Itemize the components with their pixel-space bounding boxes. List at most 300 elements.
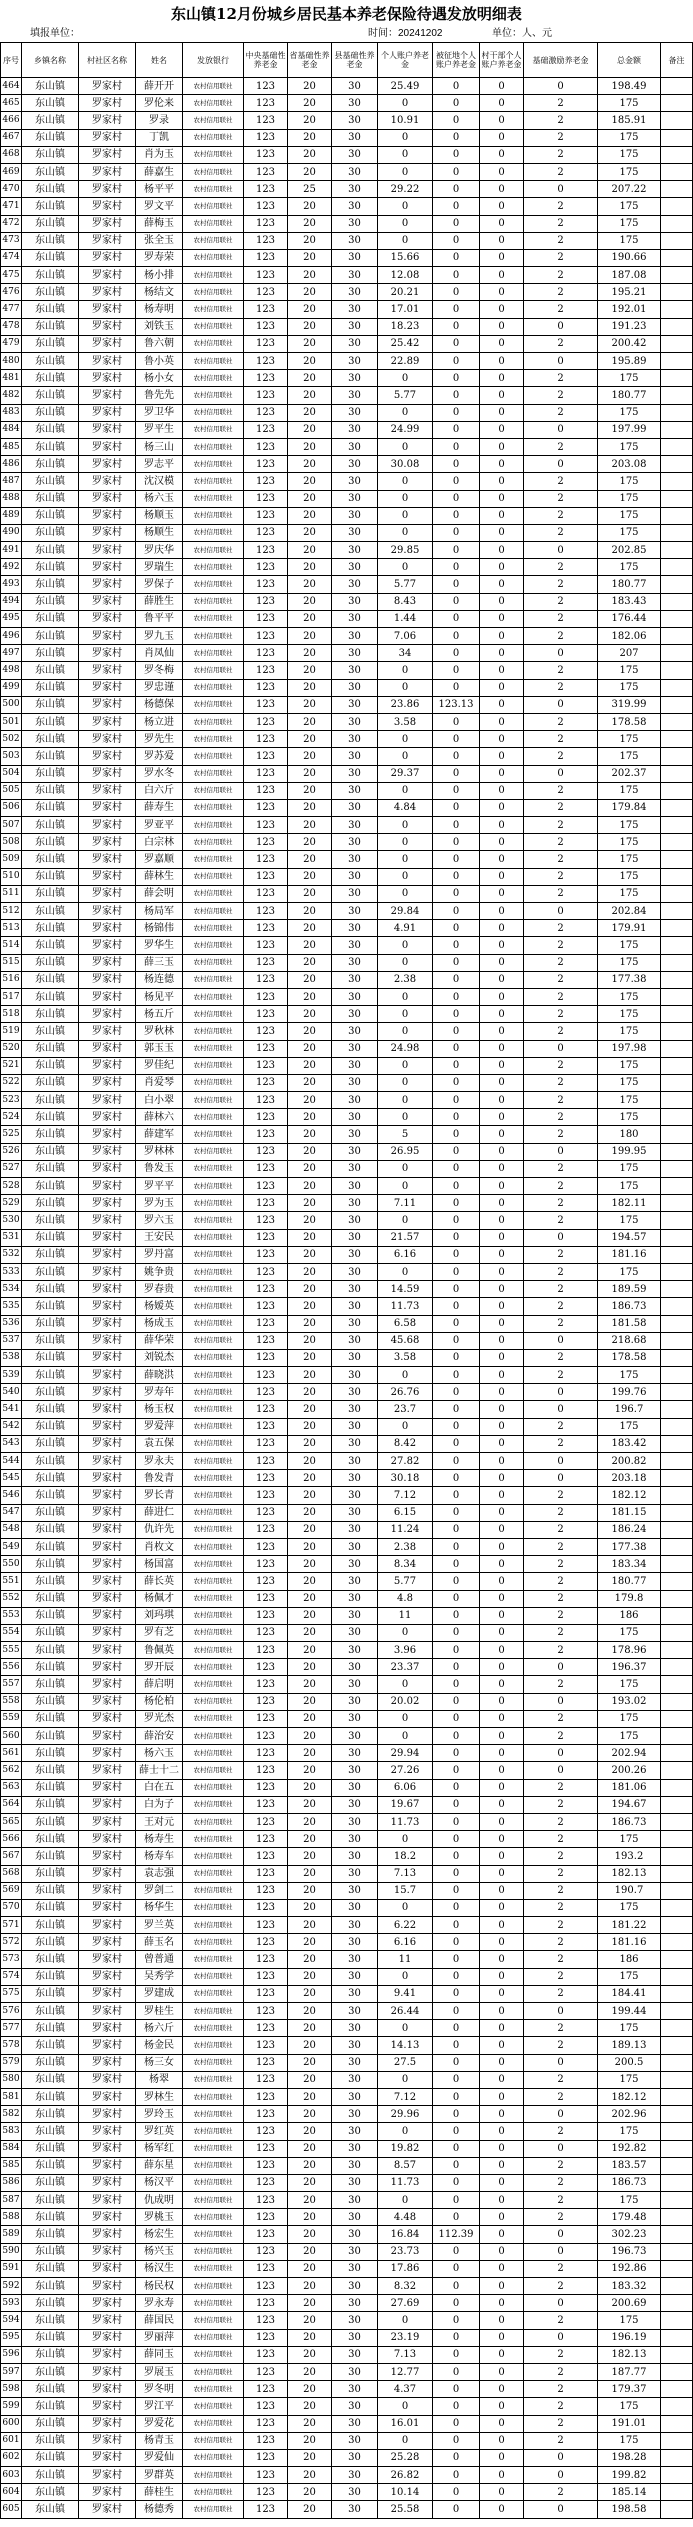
cell-name: 杨寿车 <box>136 1848 183 1865</box>
cell-village: 罗家村 <box>79 1075 136 1092</box>
cell-village: 罗家村 <box>79 147 136 164</box>
cell-central: 123 <box>244 1556 288 1573</box>
cell-seq: 529 <box>0 1195 22 1212</box>
cell-total: 196.19 <box>598 2330 661 2347</box>
cell-remark <box>661 903 693 920</box>
cell-seq: 480 <box>0 353 22 370</box>
cell-county: 30 <box>332 1969 378 1986</box>
table-row <box>0 1212 693 1229</box>
cell-incentive: 0 <box>524 2106 598 2123</box>
cell-personal: 0 <box>378 1728 433 1745</box>
cell-land: 0 <box>433 1058 480 1075</box>
cell-bank: 农村信用联社 <box>183 800 244 817</box>
cell-bank: 农村信用联社 <box>183 714 244 731</box>
table-row <box>0 2106 693 2123</box>
cell-bank: 农村信用联社 <box>183 1161 244 1178</box>
cell-cadre: 0 <box>480 1728 524 1745</box>
cell-province: 20 <box>288 2209 332 2226</box>
cell-seq: 523 <box>0 1092 22 1109</box>
cell-town: 东山镇 <box>22 1934 79 1951</box>
cell-remark <box>661 2295 693 2312</box>
cell-total: 181.58 <box>598 1316 661 1333</box>
table-row <box>0 2003 693 2020</box>
cell-remark <box>661 576 693 593</box>
cell-remark <box>661 2055 693 2072</box>
cell-county: 30 <box>332 1212 378 1229</box>
cell-remark <box>661 2484 693 2501</box>
cell-town: 东山镇 <box>22 542 79 559</box>
cell-cadre: 0 <box>480 1092 524 1109</box>
cell-central: 123 <box>244 473 288 490</box>
cell-bank: 农村信用联社 <box>183 1556 244 1573</box>
cell-central: 123 <box>244 645 288 662</box>
cell-remark <box>661 662 693 679</box>
cell-central: 123 <box>244 1161 288 1178</box>
cell-personal: 30.08 <box>378 456 433 473</box>
cell-personal: 18.2 <box>378 1848 433 1865</box>
cell-remark <box>661 886 693 903</box>
cell-incentive: 2 <box>524 886 598 903</box>
cell-province: 25 <box>288 181 332 198</box>
cell-total: 186.24 <box>598 1522 661 1539</box>
cell-county: 30 <box>332 525 378 542</box>
cell-personal: 11 <box>378 1951 433 1968</box>
cell-bank: 农村信用联社 <box>183 78 244 95</box>
cell-province: 20 <box>288 1333 332 1350</box>
cell-town: 东山镇 <box>22 1436 79 1453</box>
cell-county: 30 <box>332 1470 378 1487</box>
cell-personal: 23.37 <box>378 1659 433 1676</box>
cell-land: 0 <box>433 1350 480 1367</box>
table-row <box>0 1195 693 1212</box>
cell-remark <box>661 1556 693 1573</box>
cell-incentive: 2 <box>524 1367 598 1384</box>
cell-total: 207.22 <box>598 181 661 198</box>
cell-village: 罗家村 <box>79 1625 136 1642</box>
cell-town: 东山镇 <box>22 937 79 954</box>
cell-name: 罗平生 <box>136 422 183 439</box>
cell-remark <box>661 783 693 800</box>
cell-total: 186 <box>598 1951 661 1968</box>
cell-bank: 农村信用联社 <box>183 989 244 1006</box>
cell-central: 123 <box>244 955 288 972</box>
cell-province: 20 <box>288 662 332 679</box>
cell-town: 东山镇 <box>22 886 79 903</box>
cell-cadre: 0 <box>480 1573 524 1590</box>
cell-bank: 农村信用联社 <box>183 2330 244 2347</box>
cell-bank: 农村信用联社 <box>183 2295 244 2312</box>
cell-seq: 470 <box>0 181 22 198</box>
cell-seq: 577 <box>0 2020 22 2037</box>
cell-cadre: 0 <box>480 1556 524 1573</box>
cell-town: 东山镇 <box>22 748 79 765</box>
cell-cadre: 0 <box>480 1453 524 1470</box>
cell-personal: 0 <box>378 2192 433 2209</box>
cell-name: 罗爱仙 <box>136 2450 183 2467</box>
cell-village: 罗家村 <box>79 1006 136 1023</box>
cell-seq: 532 <box>0 1247 22 1264</box>
cell-remark <box>661 387 693 404</box>
cell-county: 30 <box>332 439 378 456</box>
cell-cadre: 0 <box>480 920 524 937</box>
cell-remark <box>661 2501 693 2518</box>
cell-bank: 农村信用联社 <box>183 1109 244 1126</box>
cell-total: 181.16 <box>598 1247 661 1264</box>
cell-bank: 农村信用联社 <box>183 1573 244 1590</box>
cell-cadre: 0 <box>480 164 524 181</box>
cell-remark <box>661 525 693 542</box>
cell-incentive: 0 <box>524 1230 598 1247</box>
cell-personal: 0 <box>378 748 433 765</box>
cell-remark <box>661 748 693 765</box>
cell-town: 东山镇 <box>22 233 79 250</box>
cell-county: 30 <box>332 920 378 937</box>
cell-town: 东山镇 <box>22 1144 79 1161</box>
cell-land: 0 <box>433 972 480 989</box>
cell-personal: 0 <box>378 370 433 387</box>
cell-total: 199.44 <box>598 2003 661 2020</box>
cell-name: 肖凤仙 <box>136 645 183 662</box>
cell-bank: 农村信用联社 <box>183 1505 244 1522</box>
cell-cadre: 0 <box>480 216 524 233</box>
cell-county: 30 <box>332 989 378 1006</box>
cell-incentive: 2 <box>524 2278 598 2295</box>
cell-central: 123 <box>244 1281 288 1298</box>
cell-total: 175 <box>598 1092 661 1109</box>
cell-name: 杨六斤 <box>136 2020 183 2037</box>
cell-bank: 农村信用联社 <box>183 508 244 525</box>
cell-cadre: 0 <box>480 2055 524 2072</box>
cell-central: 123 <box>244 284 288 301</box>
cell-village: 罗家村 <box>79 955 136 972</box>
cell-central: 123 <box>244 559 288 576</box>
cell-bank: 农村信用联社 <box>183 1866 244 1883</box>
cell-bank: 农村信用联社 <box>183 370 244 387</box>
cell-village: 罗家村 <box>79 851 136 868</box>
cell-cadre: 0 <box>480 1316 524 1333</box>
table-row <box>0 903 693 920</box>
cell-county: 30 <box>332 491 378 508</box>
cell-remark <box>661 1487 693 1504</box>
cell-total: 197.98 <box>598 1041 661 1058</box>
cell-total: 175 <box>598 1212 661 1229</box>
cell-land: 0 <box>433 473 480 490</box>
cell-remark <box>661 164 693 181</box>
cell-county: 30 <box>332 1676 378 1693</box>
cell-personal: 0 <box>378 1419 433 1436</box>
cell-remark <box>661 800 693 817</box>
cell-personal: 12.77 <box>378 2364 433 2381</box>
cell-town: 东山镇 <box>22 1367 79 1384</box>
cell-incentive: 0 <box>524 1333 598 1350</box>
cell-province: 20 <box>288 800 332 817</box>
cell-province: 20 <box>288 2261 332 2278</box>
cell-county: 30 <box>332 955 378 972</box>
cell-cadre: 0 <box>480 284 524 301</box>
cell-central: 123 <box>244 1006 288 1023</box>
cell-town: 东山镇 <box>22 851 79 868</box>
cell-cadre: 0 <box>480 628 524 645</box>
cell-central: 123 <box>244 198 288 215</box>
cell-personal: 29.22 <box>378 181 433 198</box>
table-row <box>0 2244 693 2261</box>
cell-personal: 0 <box>378 1711 433 1728</box>
cell-village: 罗家村 <box>79 972 136 989</box>
cell-town: 东山镇 <box>22 1848 79 1865</box>
cell-remark <box>661 2398 693 2415</box>
cell-land: 0 <box>433 1694 480 1711</box>
cell-village: 罗家村 <box>79 628 136 645</box>
cell-personal: 0 <box>378 198 433 215</box>
cell-seq: 533 <box>0 1264 22 1281</box>
cell-incentive: 2 <box>524 2347 598 2364</box>
cell-town: 东山镇 <box>22 1780 79 1797</box>
cell-province: 20 <box>288 1539 332 1556</box>
cell-incentive: 2 <box>524 1436 598 1453</box>
cell-personal: 24.99 <box>378 422 433 439</box>
cell-bank: 农村信用联社 <box>183 628 244 645</box>
cell-town: 东山镇 <box>22 1487 79 1504</box>
cell-town: 东山镇 <box>22 2501 79 2518</box>
cell-total: 175 <box>598 164 661 181</box>
cell-town: 东山镇 <box>22 817 79 834</box>
cell-remark <box>661 1711 693 1728</box>
cell-name: 罗庆华 <box>136 542 183 559</box>
cell-county: 30 <box>332 972 378 989</box>
cell-bank: 农村信用联社 <box>183 1041 244 1058</box>
cell-county: 30 <box>332 1333 378 1350</box>
cell-total: 218.68 <box>598 1333 661 1350</box>
cell-personal: 7.12 <box>378 1487 433 1504</box>
cell-county: 30 <box>332 594 378 611</box>
cell-town: 东山镇 <box>22 1195 79 1212</box>
cell-remark <box>661 1333 693 1350</box>
cell-county: 30 <box>332 2347 378 2364</box>
cell-incentive: 2 <box>524 628 598 645</box>
cell-remark <box>661 1367 693 1384</box>
cell-cadre: 0 <box>480 473 524 490</box>
cell-remark <box>661 508 693 525</box>
cell-bank: 农村信用联社 <box>183 112 244 129</box>
cell-total: 178.58 <box>598 1350 661 1367</box>
cell-name: 杨寿生 <box>136 1831 183 1848</box>
cell-total: 187.77 <box>598 2364 661 2381</box>
cell-total: 180.77 <box>598 1573 661 1590</box>
cell-personal: 3.58 <box>378 714 433 731</box>
cell-seq: 582 <box>0 2106 22 2123</box>
cell-village: 罗家村 <box>79 2055 136 2072</box>
cell-incentive: 2 <box>524 250 598 267</box>
cell-personal: 0 <box>378 2312 433 2329</box>
cell-personal: 8.34 <box>378 1556 433 1573</box>
cell-cadre: 0 <box>480 456 524 473</box>
cell-land: 0 <box>433 714 480 731</box>
cell-county: 30 <box>332 112 378 129</box>
cell-cadre: 0 <box>480 783 524 800</box>
cell-province: 20 <box>288 1814 332 1831</box>
cell-cadre: 0 <box>480 2467 524 2484</box>
cell-bank: 农村信用联社 <box>183 611 244 628</box>
cell-land: 0 <box>433 2037 480 2054</box>
cell-incentive: 0 <box>524 2330 598 2347</box>
cell-village: 罗家村 <box>79 336 136 353</box>
cell-seq: 583 <box>0 2123 22 2140</box>
cell-bank: 农村信用联社 <box>183 439 244 456</box>
cell-bank: 农村信用联社 <box>183 216 244 233</box>
cell-cadre: 0 <box>480 370 524 387</box>
table-row <box>0 1264 693 1281</box>
cell-name: 鲁平平 <box>136 611 183 628</box>
cell-seq: 531 <box>0 1230 22 1247</box>
cell-county: 30 <box>332 1264 378 1281</box>
cell-land: 0 <box>433 989 480 1006</box>
cell-name: 罗九玉 <box>136 628 183 645</box>
cell-province: 20 <box>288 2381 332 2398</box>
cell-personal: 0 <box>378 525 433 542</box>
cell-seq: 541 <box>0 1401 22 1418</box>
cell-central: 123 <box>244 1178 288 1195</box>
table-row <box>0 284 693 301</box>
cell-bank: 农村信用联社 <box>183 473 244 490</box>
cell-village: 罗家村 <box>79 1831 136 1848</box>
table-row <box>0 817 693 834</box>
cell-name: 杨德秀 <box>136 2501 183 2518</box>
cell-central: 123 <box>244 353 288 370</box>
cell-province: 20 <box>288 834 332 851</box>
cell-town: 东山镇 <box>22 2072 79 2089</box>
cell-total: 186.73 <box>598 1298 661 1315</box>
cell-county: 30 <box>332 2106 378 2123</box>
table-row <box>0 1883 693 1900</box>
cell-land: 0 <box>433 353 480 370</box>
cell-central: 123 <box>244 130 288 147</box>
cell-province: 20 <box>288 147 332 164</box>
table-row <box>0 731 693 748</box>
cell-personal: 17.01 <box>378 301 433 318</box>
cell-bank: 农村信用联社 <box>183 1848 244 1865</box>
table-row <box>0 1848 693 1865</box>
cell-seq: 526 <box>0 1144 22 1161</box>
cell-bank: 农村信用联社 <box>183 1126 244 1143</box>
cell-central: 123 <box>244 1642 288 1659</box>
cell-land: 0 <box>433 267 480 284</box>
cell-cadre: 0 <box>480 834 524 851</box>
cell-village: 罗家村 <box>79 731 136 748</box>
cell-cadre: 0 <box>480 1505 524 1522</box>
table-row <box>0 1780 693 1797</box>
cell-province: 20 <box>288 319 332 336</box>
cell-province: 20 <box>288 680 332 697</box>
cell-county: 30 <box>332 2020 378 2037</box>
cell-name: 罗为玉 <box>136 1195 183 1212</box>
cell-village: 罗家村 <box>79 491 136 508</box>
cell-seq: 475 <box>0 267 22 284</box>
cell-land: 0 <box>433 2312 480 2329</box>
cell-name: 罗桂生 <box>136 2003 183 2020</box>
table-row <box>0 336 693 353</box>
cell-central: 123 <box>244 2295 288 2312</box>
cell-remark <box>661 2175 693 2192</box>
cell-cadre: 0 <box>480 301 524 318</box>
cell-name: 杨民权 <box>136 2278 183 2295</box>
cell-remark <box>661 1109 693 1126</box>
cell-incentive: 2 <box>524 972 598 989</box>
cell-county: 30 <box>332 387 378 404</box>
cell-name: 杨五斤 <box>136 1006 183 1023</box>
cell-total: 183.42 <box>598 1436 661 1453</box>
cell-province: 20 <box>288 353 332 370</box>
cell-village: 罗家村 <box>79 2089 136 2106</box>
cell-central: 123 <box>244 972 288 989</box>
cell-central: 123 <box>244 1075 288 1092</box>
cell-county: 30 <box>332 1591 378 1608</box>
cell-incentive: 2 <box>524 955 598 972</box>
cell-total: 194.67 <box>598 1797 661 1814</box>
cell-town: 东山镇 <box>22 645 79 662</box>
cell-remark <box>661 2450 693 2467</box>
cell-name: 杨宏生 <box>136 2226 183 2243</box>
cell-province: 20 <box>288 1659 332 1676</box>
table-row <box>0 1419 693 1436</box>
cell-town: 东山镇 <box>22 1591 79 1608</box>
table-row <box>0 1505 693 1522</box>
cell-land: 0 <box>433 1316 480 1333</box>
cell-land: 0 <box>433 2158 480 2175</box>
cell-province: 20 <box>288 1470 332 1487</box>
cell-town: 东山镇 <box>22 2347 79 2364</box>
cell-total: 179.91 <box>598 920 661 937</box>
cell-total: 184.41 <box>598 1986 661 2003</box>
cell-seq: 471 <box>0 198 22 215</box>
cell-cadre: 0 <box>480 1711 524 1728</box>
cell-name: 薛林生 <box>136 869 183 886</box>
cell-remark <box>661 2209 693 2226</box>
cell-total: 191.01 <box>598 2416 661 2433</box>
cell-town: 东山镇 <box>22 972 79 989</box>
cell-province: 20 <box>288 336 332 353</box>
cell-central: 123 <box>244 1023 288 1040</box>
cell-total: 175 <box>598 95 661 112</box>
cell-incentive: 0 <box>524 766 598 783</box>
cell-land: 0 <box>433 680 480 697</box>
cell-incentive: 2 <box>524 1350 598 1367</box>
cell-total: 175 <box>598 869 661 886</box>
cell-county: 30 <box>332 783 378 800</box>
cell-cadre: 0 <box>480 267 524 284</box>
cell-central: 123 <box>244 1522 288 1539</box>
cell-seq: 474 <box>0 250 22 267</box>
cell-cadre: 0 <box>480 2484 524 2501</box>
table-row <box>0 2295 693 2312</box>
cell-town: 东山镇 <box>22 2055 79 2072</box>
cell-town: 东山镇 <box>22 1866 79 1883</box>
cell-village: 罗家村 <box>79 1951 136 1968</box>
cell-central: 123 <box>244 164 288 181</box>
cell-land: 0 <box>433 783 480 800</box>
cell-total: 175 <box>598 2312 661 2329</box>
cell-village: 罗家村 <box>79 611 136 628</box>
cell-seq: 570 <box>0 1900 22 1917</box>
cell-county: 30 <box>332 370 378 387</box>
cell-central: 123 <box>244 267 288 284</box>
cell-seq: 544 <box>0 1453 22 1470</box>
cell-town: 东山镇 <box>22 697 79 714</box>
cell-central: 123 <box>244 1814 288 1831</box>
cell-land: 0 <box>433 766 480 783</box>
cell-land: 0 <box>433 2209 480 2226</box>
cell-name: 罗卫华 <box>136 405 183 422</box>
cell-cadre: 0 <box>480 731 524 748</box>
